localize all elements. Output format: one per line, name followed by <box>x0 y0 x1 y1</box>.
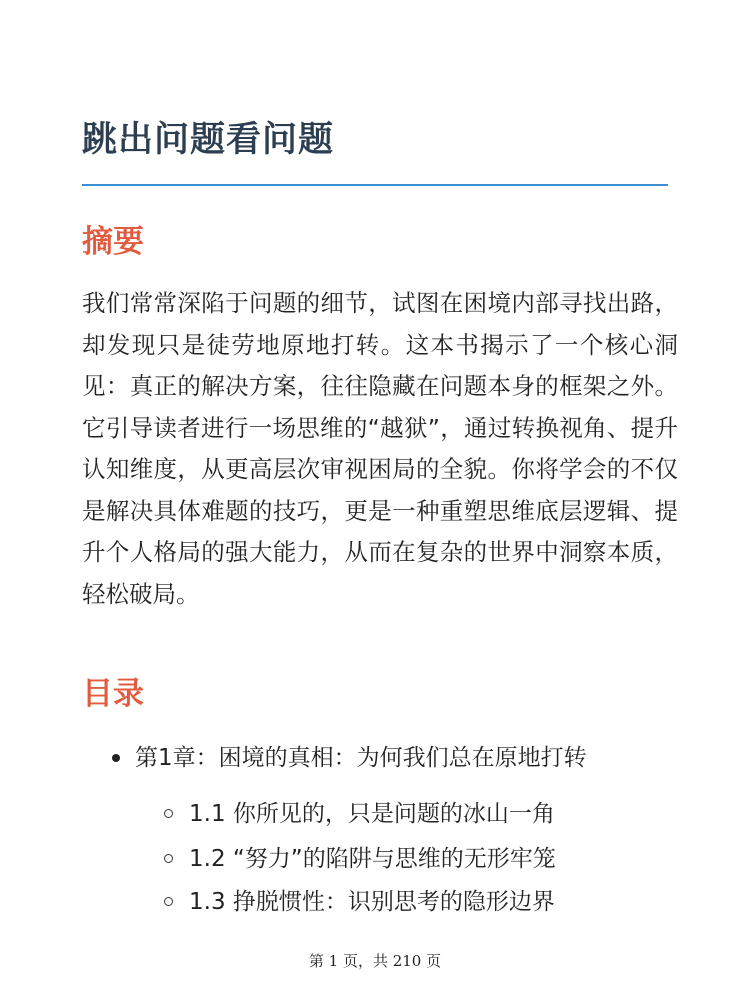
circle-bullet-icon <box>164 897 173 906</box>
toc-chapter-label: 第1章：困境的真相：为何我们总在原地打转 <box>135 745 587 771</box>
toc-section-label: 1.2 “努力”的陷阱与思维的无形牢笼 <box>189 846 556 872</box>
page-number-footer: 第 1 页，共 210 页 <box>308 952 442 970</box>
bullet-dot-icon <box>112 754 120 762</box>
circle-bullet-icon <box>164 854 173 863</box>
toc-heading: 目录 <box>82 676 144 712</box>
summary-paragraph: 我们常常深陷于问题的细节，试图在困境内部寻找出路，却发现只是徒劳地原地打转。这本书揭示了一个核心洞见：真正的解决方案，往往隐藏在问题本身的框架之外。它引导读者进行一场思维的“越狱”，通过转换视角、提升认知维度，从更高层次审视困局的全貌。你将学会的不仅是解决具体难题的技巧，更是一种重塑思维底层逻辑、提升个人格局的强大能力，从而在复杂的世界中洞察本质，轻松破局。 <box>82 289 678 608</box>
summary-heading: 摘要 <box>82 224 144 260</box>
title-divider <box>82 184 668 186</box>
toc-section-label: 1.1 你所见的，只是问题的冰山一角 <box>189 801 555 827</box>
book-title: 跳出问题看问题 <box>82 120 335 160</box>
toc-section-label: 1.3 挣脱惯性：识别思考的隐形边界 <box>189 889 555 915</box>
circle-bullet-icon <box>164 809 173 818</box>
